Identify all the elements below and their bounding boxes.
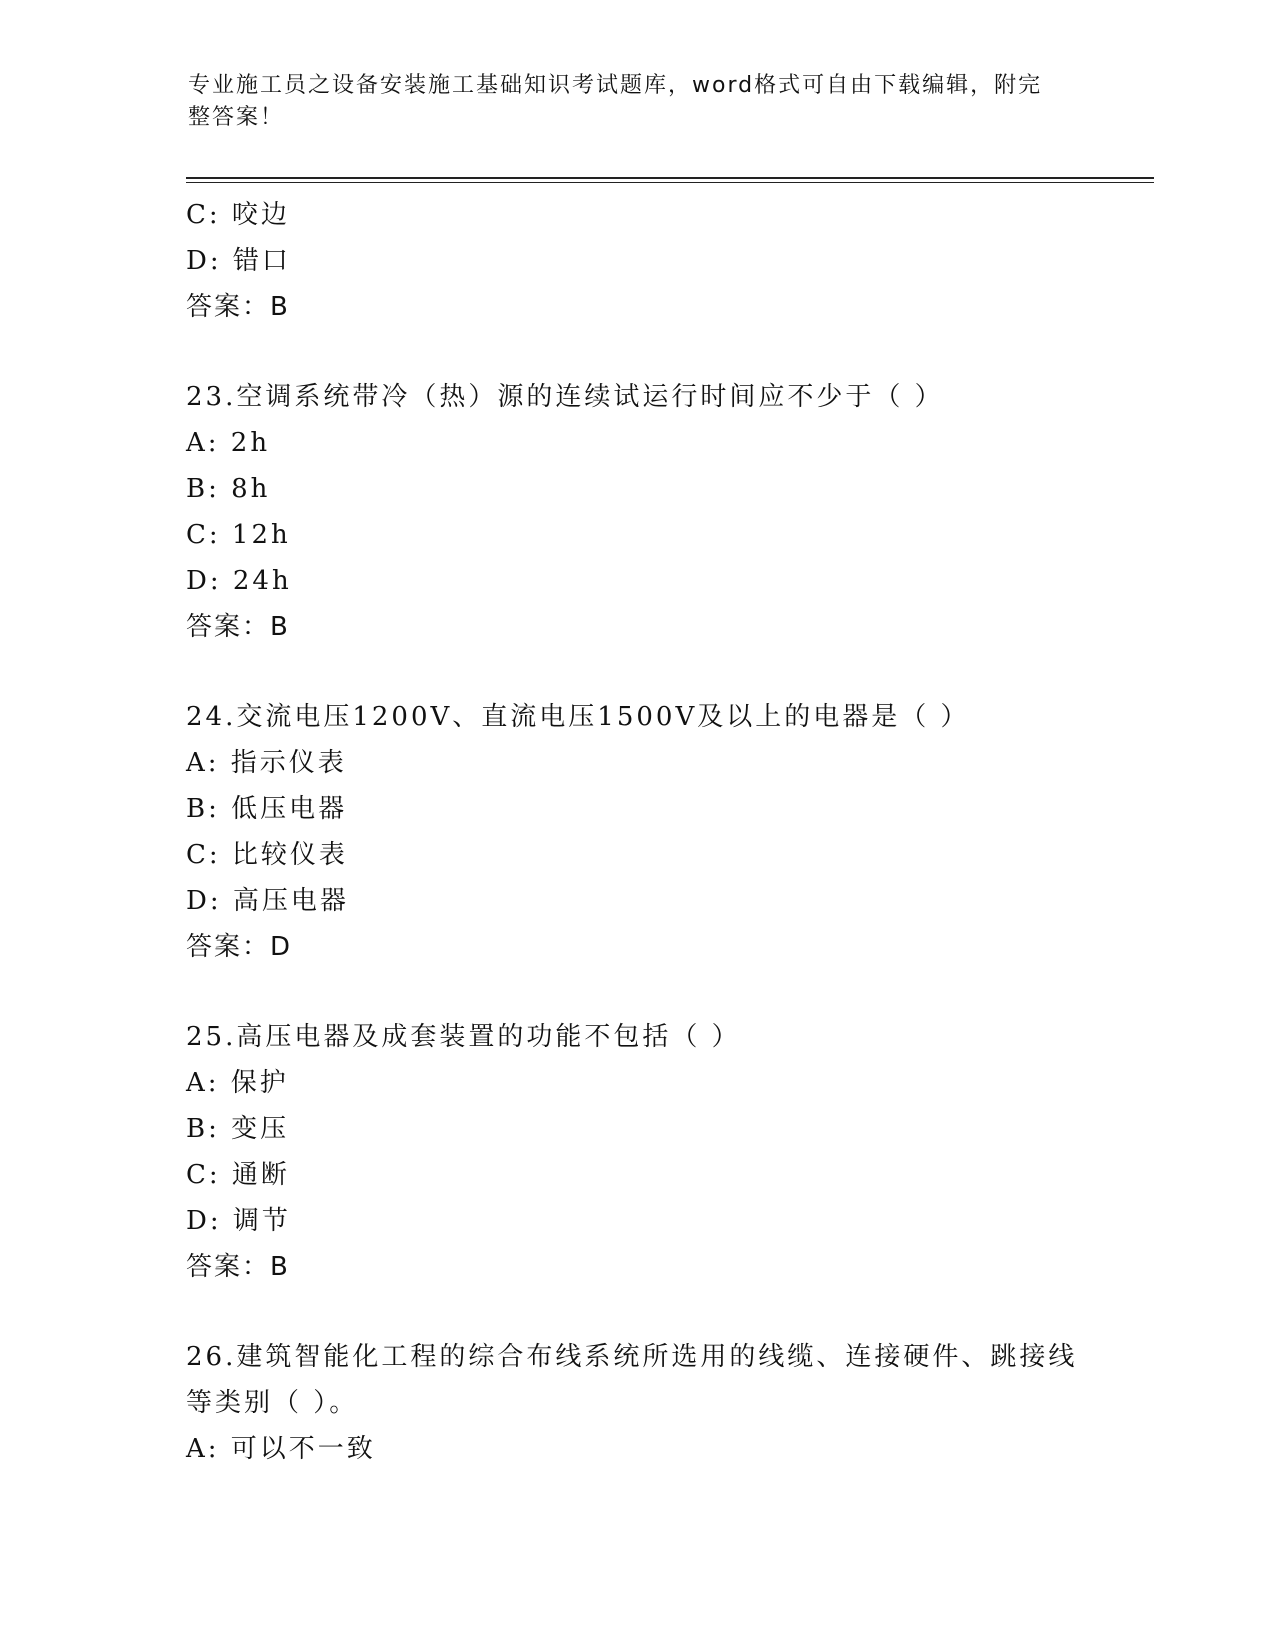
option-line: A: 2h [186, 428, 271, 458]
option-line: B: 变压 [186, 1114, 290, 1144]
option-line: C: 咬边 [186, 200, 290, 230]
option-line: A: 保护 [186, 1068, 289, 1098]
block-gap [186, 1290, 1086, 1334]
block-gap [186, 330, 1086, 374]
answer-line: 答案：D [186, 932, 293, 962]
option-line: B: 低压电器 [186, 794, 348, 824]
question-list [186, 192, 1086, 1472]
option-line: A: 可以不一致 [186, 1434, 376, 1464]
question-text: 25.高压电器及成套装置的功能不包括（ ） [186, 1022, 741, 1052]
question-text: 24.交流电压1200V、直流电压1500V及以上的电器是（ ） [186, 702, 970, 732]
option-line: C: 通断 [186, 1160, 290, 1190]
option-line: C: 12h [186, 520, 291, 550]
option-line: D: 错口 [186, 246, 291, 276]
option-line: A: 指示仪表 [186, 748, 347, 778]
block-gap [186, 650, 1086, 694]
answer-line: 答案：B [186, 1252, 290, 1282]
option-line: B: 8h [186, 474, 271, 504]
block-gap [186, 970, 1086, 1014]
document-header: 专业施工员之设备安装施工基础知识考试题库，word格式可自由下载编辑，附完 整答案！ [188, 73, 1043, 130]
header-divider [186, 177, 1154, 183]
option-line: C: 比较仪表 [186, 840, 348, 870]
answer-line: 答案：B [186, 612, 290, 642]
question-text: 23.空调系统带冷（热）源的连续试运行时间应不少于（ ） [186, 382, 944, 412]
question-text: 26.建筑智能化工程的综合布线系统所选用的线缆、连接硬件、跳接线等类别（ ）。 [186, 1342, 1078, 1418]
option-line: D: 高压电器 [186, 886, 349, 916]
answer-line: 答案：B [186, 292, 290, 322]
option-line: D: 24h [186, 566, 292, 596]
option-line: D: 调节 [186, 1206, 291, 1236]
